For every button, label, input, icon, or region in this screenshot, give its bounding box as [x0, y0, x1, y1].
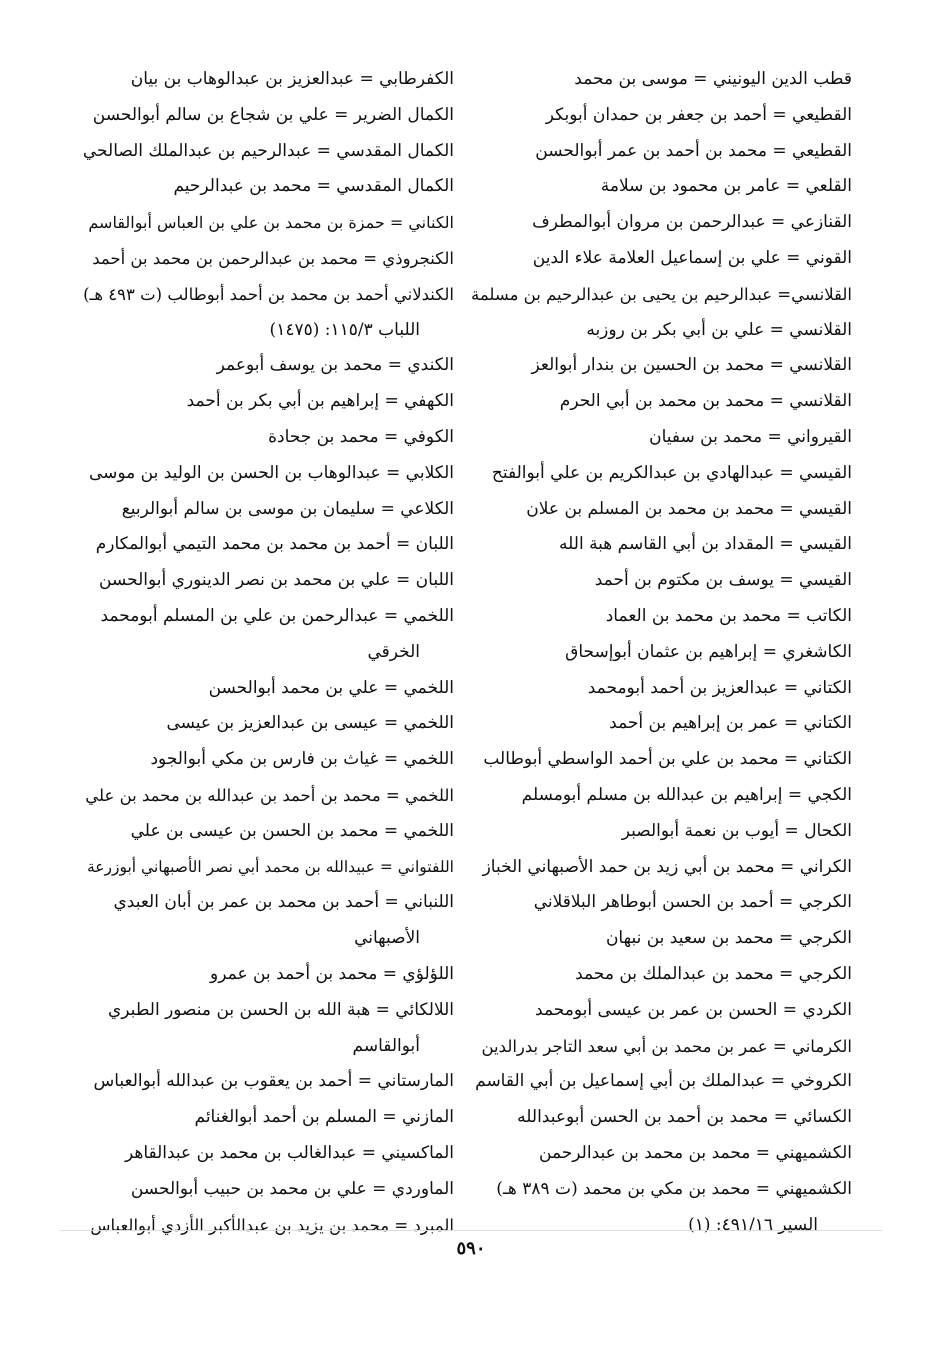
index-entry: اللالكائي = هبة الله بن الحسن بن منصور الطبري	[108, 999, 454, 1020]
index-entry: الكسائي = محمد بن أحمد بن الحسن أبوعبدالله	[517, 1107, 852, 1128]
index-entry-continuation: الخرقي	[367, 641, 420, 662]
index-entry: الكتاني = عمر بن إبراهيم بن أحمد	[609, 713, 852, 734]
index-entry: اللبان = علي بن محمد بن نصر الدينوري أبوالحسن	[99, 570, 454, 591]
index-entry: اللخمي = محمد بن الحسن بن عيسى بن علي	[130, 820, 454, 841]
index-entry-continuation: الأصبهاني	[354, 928, 420, 949]
index-entry: المازني = المسلم بن أحمد أبوالغنائم	[194, 1107, 454, 1128]
index-entry: الكنجروذي = محمد بن عبدالرحمن بن محمد بن أحمد	[92, 248, 454, 268]
index-entry: القلانسي = محمد بن محمد بن أبي الحرم	[559, 391, 852, 412]
index-entry: القيسي = يوسف بن مكتوم بن أحمد	[594, 570, 852, 591]
index-entry: الكرجي = محمد بن سعيد بن نبهان	[605, 928, 852, 949]
index-entry: القيسي = محمد بن محمد بن المسلم بن علان	[526, 498, 852, 519]
index-entry: اللفتواني = عبيدالله بن محمد أبي نصر الأصبهاني أبوزرعة	[86, 857, 454, 876]
index-entry: الكرجي = محمد بن عبدالملك بن محمد	[575, 963, 852, 984]
index-entry: الكلابي = عبدالوهاب بن الحسن بن الوليد بن موسى	[88, 462, 454, 483]
index-entry: الكمال المقدسي = محمد بن عبدالرحيم	[173, 176, 454, 197]
index-entry: الكشميهني = محمد بن محمد بن عبدالرحمن	[539, 1142, 852, 1163]
index-entry: اللخمي = محمد بن أحمد بن عبدالله بن محمد بن علي	[85, 785, 454, 805]
index-entry: الكوفي = محمد بن جحادة	[268, 426, 454, 447]
index-entry: الكرماني = عمر بن محمد بن أبي سعد التاجر بدرالدين	[481, 1036, 852, 1056]
index-entry-continuation: أبوالقاسم	[352, 1035, 420, 1056]
index-entry: الكفرطابي = عبدالعزيز بن عبدالوهاب بن بيان	[130, 69, 454, 89]
index-entry: اللخمي = علي بن محمد أبوالحسن	[208, 677, 454, 698]
index-entry: القيرواني = محمد بن سفيان	[649, 426, 852, 447]
index-entry: الكاشغري = إبراهيم بن عثمان أبوإسحاق	[565, 641, 852, 662]
index-entry: اللخمي = عبدالرحمن بن علي بن المسلم أبومحمد	[100, 605, 454, 626]
index-entry: الكجي = إبراهيم بن عبدالله بن مسلم أبومسلم	[521, 784, 852, 805]
index-entry: الكرجي = أحمد بن الحسن أبوطاهر البلاقلاني	[533, 892, 852, 913]
index-entry: قطب الدين اليونيني = موسى بن محمد	[574, 69, 852, 89]
index-entry: القلانسي= عبدالرحيم بن يحيى بن عبدالرحيم بن مسلمة	[471, 284, 852, 304]
index-column-right	[472, 62, 852, 1243]
index-entry: الكندلاني أحمد بن محمد بن أحمد أبوطالب (ت ٤٩٣ هـ)	[83, 284, 454, 304]
index-entry-continuation: اللباب ١١٥/٣: (١٤٧٥)	[269, 319, 420, 340]
index-entry: الكردي = الحسن بن عمر بن عيسى أبومحمد	[535, 999, 852, 1020]
index-entry: الكتاني = عبدالعزيز بن أحمد أبومحمد	[587, 677, 852, 698]
index-entry: القيسي = المقداد بن أبي القاسم هبة الله	[559, 534, 852, 555]
index-entry: القنازعي = عبدالرحمن بن مروان أبوالمطرف	[532, 212, 852, 233]
index-entry: القطيعي = أحمد بن جعفر بن حمدان أبوبكر	[545, 104, 852, 125]
index-entry: الكلاعي = سليمان بن موسى بن سالم أبوالربيع	[121, 498, 454, 519]
index-entry: الكتاني = محمد بن علي بن أحمد الواسطي أبوطالب	[483, 749, 852, 770]
index-entry: الكحال = أيوب بن نعمة أبوالصبر	[621, 820, 852, 841]
index-entry: الكندي = محمد بن يوسف أبوعمر	[216, 355, 454, 376]
index-entry: المبرد = محمد بن يزيد بن عبدالأكبر الأزدي أبوالعباس	[90, 1215, 454, 1235]
index-entry: اللبان = أحمد بن محمد بن محمد التيمي أبوالمكارم	[95, 534, 454, 555]
page-number: ٥٩٠	[456, 1238, 486, 1259]
index-entry: الكروخي = عبدالملك بن أبي إسماعيل بن أبي القاسم	[475, 1071, 852, 1092]
index-entry: المارستاني = أحمد بن يعقوب بن عبدالله أبوالعباس	[93, 1071, 454, 1092]
index-entry: القطيعي = محمد بن أحمد بن عمر أبوالحسن	[535, 140, 852, 161]
index-entry: الكاتب = محمد بن محمد بن العماد	[605, 605, 852, 626]
index-entry: القلانسي = محمد بن الحسين بن بندار أبوالعز	[531, 355, 852, 376]
index-entry: اللخمي = غياث بن فارس بن مكي أبوالجود	[150, 749, 454, 770]
index-entry: الكناني = حمزة بن محمد بن علي بن العباس أبوالقاسم	[88, 213, 454, 233]
index-entry: الكشميهني = محمد بن مكي بن محمد (ت ٣٨٩ هـ)	[496, 1178, 852, 1199]
index-entry: الماكسيني = عبدالغالب بن محمد بن عبدالقاهر	[124, 1142, 454, 1163]
index-entry: الكراني = محمد بن أبي زيد بن حمد الأصبهاني الخباز	[482, 856, 852, 877]
footer-divider	[60, 1230, 882, 1231]
index-entry: القوني = علي بن إسماعيل العلامة علاء الدين	[532, 247, 852, 268]
index-entry: اللنباني = أحمد بن محمد بن عمر بن أبان العبدي	[113, 892, 454, 913]
index-entry: الكمال المقدسي = عبدالرحيم بن عبدالملك الصالحي	[82, 140, 454, 161]
index-entry: القلعي = عامر بن محمود بن سلامة	[600, 176, 852, 197]
index-entry: الكهفي = إبراهيم بن أبي بكر بن أحمد	[186, 391, 454, 412]
index-entry-continuation: السير ٤٩١/١٦: (١)	[688, 1214, 818, 1235]
index-entry: اللخمي = عيسى بن عبدالعزيز بن عيسى	[166, 713, 454, 734]
index-entry: اللؤلؤي = محمد بن أحمد بن عمرو	[210, 963, 454, 984]
index-column-left	[84, 62, 454, 1243]
index-entry: القلانسي = علي بن أبي بكر بن روزبه	[586, 319, 852, 340]
index-entry: الماوردي = علي بن محمد بن حبيب أبوالحسن	[130, 1178, 454, 1199]
index-entry: الكمال الضرير = علي بن شجاع بن سالم أبوالحسن	[92, 104, 454, 125]
index-entry: القيسي = عبدالهادي بن عبدالكريم بن علي أبوالفتح	[491, 462, 852, 483]
